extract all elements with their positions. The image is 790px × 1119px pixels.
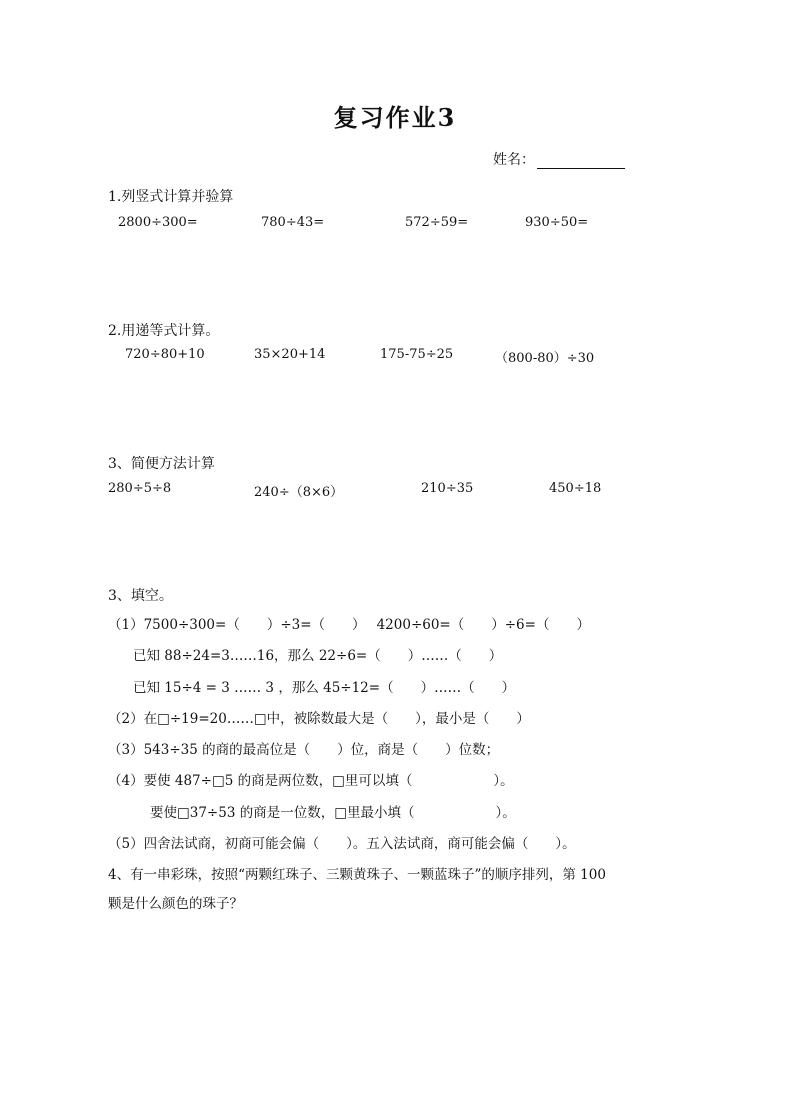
section-2-item: （800-80）÷30 (495, 351, 595, 366)
fill-line: （5）四舍法试商，初商可能会偏（ ）。五入法试商，商可能会偏（ ）。 (108, 836, 576, 852)
fill-line: （3）543÷35 的商的最高位是（ ）位，商是（ ）位数； (108, 742, 500, 758)
section-3-item: 240÷（8×6） (254, 485, 344, 500)
page-title: 复习作业3 (333, 103, 457, 132)
word-problem-line: 颗是什么颜色的珠子？ (108, 896, 243, 912)
name-label: 姓名： (493, 152, 535, 168)
fill-line: 要使□37÷53 的商是一位数，□里最小填（ ）。 (150, 805, 516, 821)
section-1-heading: 1.列竖式计算并验算 (108, 189, 234, 205)
fill-line: （2）在□÷19=20……□中，被除数最大是（ ），最小是（ ） (108, 711, 530, 727)
name-blank-line (537, 154, 625, 169)
section-3-heading: 3、简便方法计算 (108, 456, 215, 472)
section-1-item: 2800÷300= (118, 215, 198, 230)
section-3-item: 450÷18 (549, 481, 602, 496)
section-2-item: 175-75÷25 (380, 347, 454, 362)
section-2-heading: 2.用递等式计算。 (108, 323, 220, 339)
fill-line: 已知 15÷4 = 3 …… 3 ，那么 45÷12=（ ）……（ ） (133, 680, 516, 696)
fill-line: （4）要使 487÷□5 的商是两位数，□里可以填（ ）。 (108, 773, 514, 789)
section-2-item: 35×20+14 (254, 347, 326, 362)
word-problem-line: 4、有一串彩珠，按照“两颗红珠子、三颗黄珠子、一颗蓝珠子”的顺序排列，第 100 (108, 867, 606, 883)
section-3-item: 280÷5÷8 (108, 481, 172, 496)
section-2-item: 720÷80+10 (125, 347, 205, 362)
section-1-item: 780÷43= (261, 215, 325, 230)
section-4-heading: 3、填空。 (108, 588, 173, 604)
fill-line: 已知 88÷24=3……16，那么 22÷6=（ ）……（ ） (133, 648, 503, 664)
section-1-item: 930÷50= (525, 215, 589, 230)
section-1-item: 572÷59= (405, 215, 469, 230)
name-field (493, 149, 625, 169)
section-3-item: 210÷35 (421, 481, 474, 496)
fill-line: （1）7500÷300=（ ）÷3=（ ） 4200÷60=（ ）÷6=（ ） (108, 617, 590, 633)
